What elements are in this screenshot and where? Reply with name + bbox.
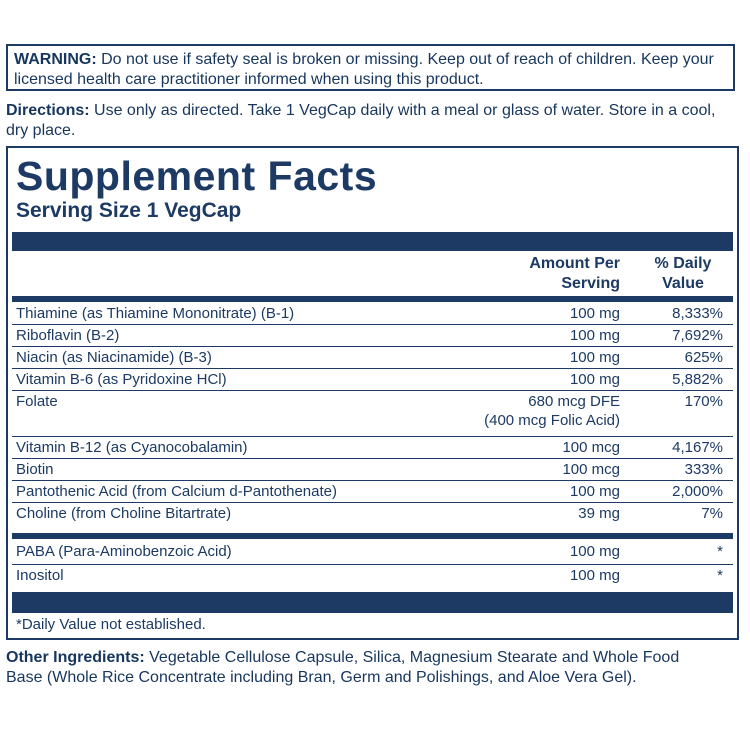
nutrient-name: PABA (Para-Aminobenzoic Acid) bbox=[16, 543, 232, 560]
nutrient-amount: 100 mg bbox=[569, 327, 620, 344]
nutrient-name: Choline (from Choline Bitartrate) bbox=[16, 505, 232, 522]
nutrient-amount: 100 mg bbox=[569, 349, 620, 366]
nutrient-name: Niacin (as Niacinamide) (B-3) bbox=[16, 349, 212, 366]
nutrient-amount: 680 mcg DFE bbox=[528, 393, 620, 410]
directions bbox=[6, 101, 741, 141]
nutrient-name: Pantothenic Acid (from Calcium d-Pantothenate) bbox=[16, 483, 337, 500]
warning-box bbox=[6, 44, 735, 91]
section-rule bbox=[12, 533, 733, 539]
nutrient-amount: 100 mg bbox=[569, 371, 620, 388]
nutrient-name: Biotin bbox=[16, 461, 54, 478]
nutrient-row bbox=[12, 369, 733, 391]
header-amount-per-serving: Amount Per Serving bbox=[529, 255, 620, 292]
nutrient-dv: 4,167% bbox=[672, 439, 723, 456]
thick-rule-top bbox=[12, 232, 733, 251]
nutrient-dv: 333% bbox=[684, 461, 723, 478]
facts-title: Supplement Facts bbox=[16, 153, 378, 199]
nutrient-amount: 39 mg bbox=[578, 505, 620, 522]
nutrient-row bbox=[12, 459, 733, 481]
nutrient-dv: 170% bbox=[684, 393, 723, 410]
serving-size: Serving Size 1 VegCap bbox=[16, 199, 242, 222]
nutrient-name: Inositol bbox=[16, 567, 64, 584]
nutrient-name: Thiamine (as Thiamine Mononitrate) (B-1) bbox=[16, 305, 295, 322]
other-ingredients-label: Other Ingredients: bbox=[6, 649, 145, 666]
nutrient-row bbox=[12, 347, 733, 369]
footnote: *Daily Value not established. bbox=[16, 616, 206, 633]
nutrient-dv: 7,692% bbox=[672, 327, 723, 344]
nutrient-amount: 100 mg bbox=[569, 305, 620, 322]
nutrient-row bbox=[12, 391, 733, 437]
nutrient-amount: 100 mg bbox=[569, 483, 620, 500]
nutrient-row bbox=[12, 565, 733, 588]
nutrient-row bbox=[12, 541, 733, 565]
supplement-facts-panel bbox=[6, 146, 739, 640]
nutrient-row bbox=[12, 325, 733, 347]
other-ingredients-text: Vegetable Cellulose Capsule, Silica, Magnesium Stearate and Whole Food Base (Whole Rice Concentrate including Bran, Germ and Polishings, and Aloe Vera Gel). bbox=[6, 649, 680, 686]
nutrient-amount: 100 mg bbox=[569, 567, 620, 584]
nutrient-name: Vitamin B-12 (as Cyanocobalamin) bbox=[16, 439, 248, 456]
nutrient-dv: * bbox=[717, 543, 723, 560]
other-ingredients bbox=[6, 648, 686, 688]
nutrient-dv: 625% bbox=[684, 349, 723, 366]
medium-rule bbox=[12, 296, 733, 302]
nutrient-row bbox=[12, 437, 733, 459]
nutrient-name: Folate bbox=[16, 393, 58, 410]
nutrient-dv: 5,882% bbox=[672, 371, 723, 388]
nutrient-dv: 7% bbox=[701, 505, 723, 522]
nutrient-name: Vitamin B-6 (as Pyridoxine HCl) bbox=[16, 371, 227, 388]
nutrient-amount: 100 mg bbox=[569, 543, 620, 560]
nutrient-amount: 100 mcg bbox=[562, 461, 620, 478]
nutrient-name: Riboflavin (B-2) bbox=[16, 327, 120, 344]
nutrient-row bbox=[12, 303, 733, 325]
nutrient-row bbox=[12, 481, 733, 503]
nutrient-row bbox=[12, 503, 733, 524]
nutrient-amount: 100 mcg bbox=[562, 439, 620, 456]
directions-label: Directions: bbox=[6, 102, 90, 119]
thick-rule-bottom bbox=[12, 592, 733, 613]
directions-text: Use only as directed. Take 1 VegCap daily with a meal or glass of water. Store in a cool, dry place. bbox=[6, 102, 716, 139]
nutrient-dv: * bbox=[717, 567, 723, 584]
warning-text: Do not use if safety seal is broken or missing. Keep out of reach of children. Keep your licensed health care practitioner informed when using this product. bbox=[14, 51, 714, 88]
header-daily-value: % Daily Value bbox=[654, 255, 712, 292]
nutrient-dv: 2,000% bbox=[672, 483, 723, 500]
nutrient-dv: 8,333% bbox=[672, 305, 723, 322]
nutrient-amount-detail: (400 mcg Folic Acid) bbox=[484, 412, 620, 429]
warning-label: WARNING: bbox=[14, 51, 97, 68]
